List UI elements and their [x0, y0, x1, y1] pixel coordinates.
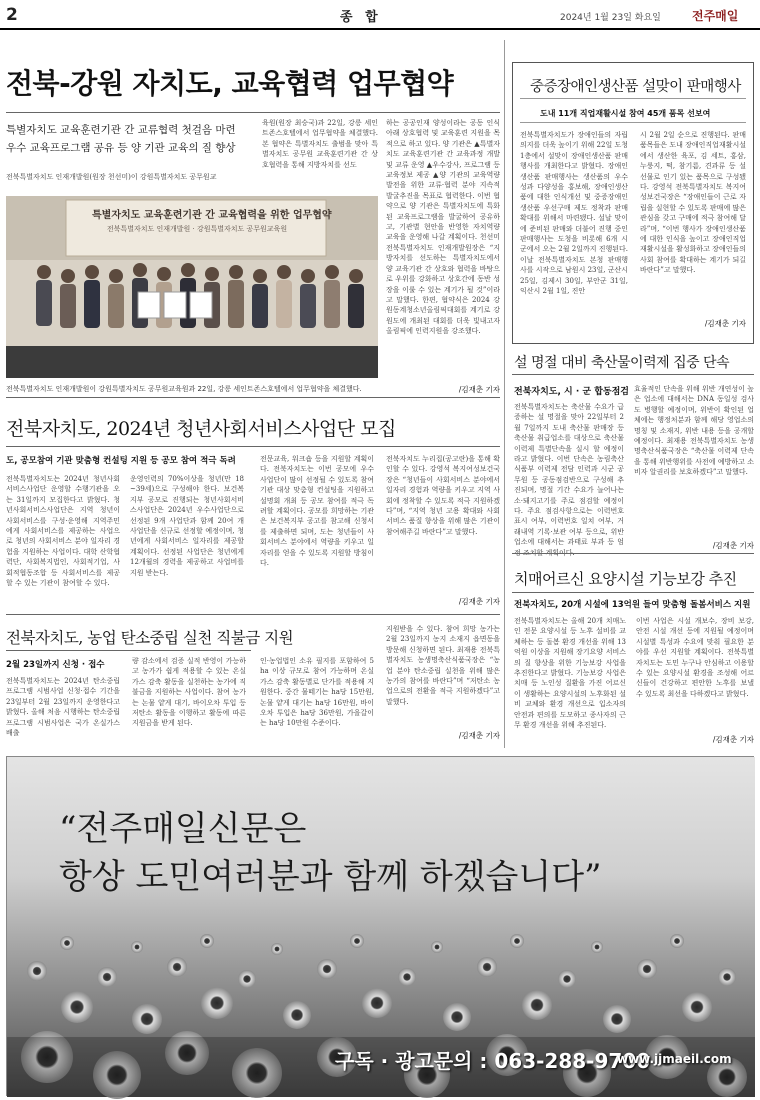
main-subhead-1: 특별자치도 교육훈련기관 간 교류협력 첫걸음 마련	[6, 124, 236, 136]
issue-date: 2024년 1월 23일 화요일	[560, 13, 661, 23]
headline-rule	[6, 112, 500, 113]
photo-banner-title: 특별자치도 교육훈련기관 간 교육협력을 위한 업무협약	[92, 210, 332, 221]
column-divider	[504, 40, 505, 748]
carbon-subhead: 2월 23일까지 신청 · 접수	[6, 660, 105, 670]
youth-subhead: 도, 공모참여 기관 맞춤형 컨설팅 지원 등 공모 참여 적극 독려	[6, 456, 236, 466]
section-rule	[6, 397, 500, 398]
ad-slogan-line1: “전주매일신문은	[59, 809, 307, 849]
carbon-byline: /김재춘 기자	[458, 731, 500, 740]
carbon-col4: 지원받을 수 있다. 참여 희망 농가는 2월 23일까지 농지 소재지 읍면동을 방문해 신청하면 된다. 최재용 전북특별자치도 농생명축산식품국장은 “농업 분야 탄소중립 실천을 위해 많은 농가의 참여를 바란다”며 “저탄소 농업으로의 전환을 적극 지원하겠다”고 말했다.	[386, 625, 500, 706]
youth-byline: /김재춘 기자	[458, 597, 500, 606]
main-body-col3: 하는 공공인재 양성이라는 공동 인식아래 상호협력 및 교육훈련 지원을 목적으로 하고 있다. 양 기관은 ▲특별자치도 교육훈련기관 간 교육과정 개발 및 교류 운영 ▲우수강사, 프로그램 등 교육정보 제공 ▲양 기관의 교육역량 발전을 위한 교류·협력 분야 지속적 발굴추진을 목표로 협력한다. 이번 협약으로 양 기관은 특별자치도에 특화된 교육프로그램을 발굴하여 공유하고, 기관별 현안을 반영한 자치역량 교육을 운영해 나갈 계획이다. 천선미 전북특별자치도 인재개발원장은 “지방자치를 선도하는 특별자치도에서 양 교육기관 간 상호와 협력을 바탕으로 우위를 강화하고 상호간에 동반 성장을 이룰 수 있는 계기가 될 것”이라고 말했다. 한편, 협약식은 2024 강원동계청소년올림픽대회를 계기로 강원도에 개최된 대회를 더욱 빛내고자 올림픽에 인력지원을 강조했다.	[386, 119, 500, 336]
youth-rule	[6, 446, 500, 447]
carbon-headline: 전북자치도, 농업 탄소중립 실천 직불금 지원	[6, 629, 294, 647]
section-name: 종 합	[340, 10, 382, 25]
main-headline: 전북-강원 자치도, 교육협력 업무협약	[6, 67, 454, 100]
right2-byline: /김재춘 기자	[712, 541, 754, 550]
right2-col2: 효율적인 단속을 위해 위반 개연성이 높은 업소에 대해서는 DNA 동일성 검사도 병행할 예정이며, 위반이 확인된 업체에는 행정처분과 함께 해당 영업소의 명칭 및 소재지, 위반 내용 등을 공개할 예정이다. 최재용 전북특별자치도 농생명축산식품국장은 “축산물 이력제 단속을 통해 위반행위를 사전에 예방하고 소비자 알권리를 보호하겠다”고 말했다.	[634, 385, 754, 477]
youth-col2: 운영인력의 70%이상을 청년(만 18~39세)으로 구성해야 한다. 보건복지부 공모로 진행되는 청년사회서비스사업단은 2024년 우수사업단으로 선정된 9개 사업단과 함께 20여 개 사업단을 신규로 선정할 예정이며, 청년에게 사회서비스 일자리를 제공할 계획이다. 선정된 사업단은 청년에게 12개월의 경력을 제공하고 사업비를 지원 받는다.	[130, 475, 244, 577]
photo-caption: 전북특별자치도 인재개발원이 강원특별자치도 공무원교육원과 22일, 강릉 세인트존스호텔에서 업무협약을 체결했다.	[6, 385, 362, 393]
agreement-photo	[6, 196, 378, 378]
right2-rule	[512, 374, 754, 375]
right1-rule	[520, 98, 746, 99]
youth-col4: 전북자치도 누리집(공고란)을 통해 확인할 수 있다. 강영석 복지여성보건국장은 “청년들이 사회서비스 분야에서 일자리 경험과 역량을 키우고 지역 사회에 정착할 수 있도록 적극 지원하겠다”며, “지역 청년 고용 확대와 사회서비스 품질 향상을 위해 많은 기관이 참여해주길 바란다”고 말했다.	[386, 455, 500, 536]
main-body-col1: 전북특별자치도 인재개발원(원장 천선미)이 강원특별자치도 공무원교	[6, 173, 217, 181]
ad-phone-number: 구독 · 광고문의 : 063-288-9700	[335, 1049, 651, 1073]
youth-headline: 전북자치도, 2024년 청년사회서비스사업단 모집	[6, 418, 396, 440]
right3-headline: 치매어르신 요양시설 기능보강 추진	[514, 570, 737, 588]
main-subhead-2: 우수 교육프로그램 공유 등 양 기관 교육의 질 향상	[6, 142, 236, 154]
ad-slogan-line2: 항상 도민여러분과 함께 하겠습니다”	[59, 857, 602, 897]
right3-subhead: 전북자치도, 20개 시설에 13억원 들여 맞춤형 돌봄서비스 지원	[514, 600, 751, 610]
page-number: 2	[6, 5, 18, 25]
right1-rule-2	[520, 122, 746, 123]
right1-col2: 시 2월 2일 순으로 진행된다. 판매 품목들은 도내 장애인직업재활시설에서 생산한 육포, 김 세트, 홍삼, 누룽지, 떡, 참기름, 견과류 등 설 선물로 인기 있는 품목으로 구성됐다. 강영석 전북특별자치도 복지여성보건국장은 “장애인들이 근로 자립을 실현할 수 있도록 판매에 많은 관심을 갖고 구매에 적극 참여해 달라”며, “이번 행사가 장애인생산품에 대한 인식을 높이고 장애인직업재활시설을 활성화하고 장애인들의 사회 참여를 확대하는 계기가 되길 바란다”고 말했다.	[640, 131, 746, 275]
photo-banner-sub: 전북특별자치도 인재개발원 · 강원특별자치도 공무원교육원	[106, 225, 288, 233]
youth-bottom-rule	[6, 614, 500, 615]
youth-col1: 전북특별자치도는 2024년 청년사회서비스사업단 운영할 수행기관을 오는 31일까지 모집한다고 밝혔다. 청년사회서비스사업단은 지역 청년이 사회서비스를 구성·운영해 지역주민에게 사회서비스를 제공하는 사업으로 청년의 사회서비스 분야 일자리 경험을 지원하는 사업이다. 대학 산학협력단, 사회복지법인, 사회적기업, 사회적협동조합 등 사회서비스를 제공할 수 있는 기관이 참여할 수 있다.	[6, 475, 120, 588]
right1-col1: 전북특별자치도가 장애인들의 자립 의지를 더욱 높이기 위해 22일 도청 1층에서 설맞이 장애인생산품 판매행사를 개최한다고 밝혔다. 장애인생산품 판매행사는 생산품의 우수성과 다양성을 홍보해, 장애인생산품에 대한 인식개선 및 중증장애인생산품 우선구매 제도 정착과 판매 확대를 위해서 마련됐다. 설날 맞이에 준비된 판매와 더불어 진행 중인 판매행사는 도청을 비롯해 6개 시군에서 오는 2월 2일까지 진행된다. 이날 전북특별자치도 본청 판매행사를 시작으로 남원시 23일, 군산시 25일, 김제시 30일, 부안군 31일, 익산시 2월 1일, 진안	[520, 131, 628, 296]
ad-website: www.jjmaeil.com	[617, 1052, 732, 1066]
right3-col1: 전북특별자치도는 올해 20개 치매노인 전문 요양시설 등 노후 설비를 교체하는 등 돌봄 환경 개선을 위해 13억원 이상을 지원해 장기요양 서비스의 질 향상을 위한 기능보강 사업을 추진한다고 밝혔다. 기능보강 사업은 치매 등 노인성 질환을 가진 어르신이 생활하는 요양시설의 노후화된 설비 교체와 환경 개선으로 입소자의 안전과 편의를 도모하고 종사자의 근무 환경 개선을 위해 추진된다.	[514, 617, 626, 730]
right2-subhead: 전북자치도, 시 · 군 합동점검	[514, 387, 630, 397]
main-body-col2: 육원(원장 최승국)과 22일, 강릉 세인트존스호텔에서 업무협약을 체결했다. 본 협약은 특별자치도 출범을 맞아 특별자치도 공무원 교육훈련기관 간 상호협력을 통해 지방자치를 선도	[262, 119, 378, 169]
carbon-col3: 인·농업법인 소유 필지를 포함하여 5ha 이상 규모로 참여 가능하며 온실가스 감축 활동별로 단가를 적용해 지원한다. 중간 물떼기는 ha당 15만원, 논물 얕게 대기는 ha당 16만원, 바이오차 투입은 ha당 36만원, 가을갈이는 ha당 10만원 수준이다.	[260, 657, 374, 728]
right1-subhead: 도내 11개 직업재활시설 참여 45개 품목 선보여	[540, 109, 711, 118]
carbon-rule	[6, 650, 251, 651]
main-byline: /김재춘 기자	[458, 385, 500, 394]
newspaper-ad	[6, 756, 754, 1096]
carbon-col2: 량 감소에서 검증 실적 반영이 가능하고 농가가 쉽게 적용할 수 있는 온실가스 감축 활동을 실천하는 농가에 직불금을 지원하는 사업이다. 참여 농가는 논물 얕게 대기, 바이오차 투입 등 저탄소 활동을 이행하고 활동에 따른 지원금을 받게 된다.	[132, 657, 246, 728]
youth-col3: 전문교육, 워크숍 등을 지원할 계획이다. 전북자치도는 이번 공모에 우수 사업단이 많이 선정될 수 있도록 참여 기관 대상 맞춤형 컨설팅을 지원하고 설명회 개최 등 공모 참여를 적극 독려할 계획이다. 공모를 희망하는 기관은 보건복지부 공고를 참고해 신청서를 제출하면 되며, 도는 청년들이 사회서비스 분야에서 역량을 키우고 일자리를 얻을 수 있도록 지원할 방침이다.	[260, 455, 374, 568]
right2-headline: 설 명절 대비 축산물이력제 집중 단속	[514, 355, 730, 371]
paper-name: 전주매일	[692, 9, 739, 23]
right3-byline: /김재춘 기자	[712, 735, 754, 744]
right2-col1: 전북특별자치도는 축산물 수요가 급증하는 설 명절을 맞아 22일부터 2월 7일까지 도내 축산물 판매장 등 축산물 취급업소를 대상으로 축산물 이력제 특별단속을 실시 할 예정이라고 밝혔다. 이번 단속은 농림축산식품부 이력제 전담 인력과 시군 공무원 등 공동점검반으로 구성해 추진되며, 명절 기간 수요가 늘어나는 소·돼지고기를 주로 점검할 예정이다. 주요 점검사항으로는 이력번호 표시 여부, 이력번호 일치 여부, 거래내역 기록·보관 여부 등으로, 위반 업소에 대해서는 과태료 부과 등 엄	[514, 403, 624, 547]
carbon-col1: 전북특별자치도는 2024년 탄소중립 프로그램 시범사업 신청·접수 기간을 23일부터 2월 23일까지 운영한다고 밝혔다. 올해 처음 시행하는 탄소중립 프로그램 시범사업은 국가 온실가스 배출	[6, 677, 120, 738]
right2-bottom-rule	[512, 553, 754, 554]
page-masthead	[0, 0, 760, 30]
right1-headline: 중증장애인생산품 설맞이 판매행사	[530, 79, 741, 95]
right3-col2: 이번 사업은 시설 개보수, 장비 보강, 안전 시설 개선 등에 지원될 예정이며 시설별 특성과 수요에 맞춰 필요한 분야를 우선 지원할 계획이다. 전북특별자치도는 도민 누구나 안심하고 이용할 수 있는 요양시설 환경을 조성해 어르신들이 건강하고 편안한 노후를 보낼 수 있도록 최선을 다하겠다고 밝혔다.	[636, 617, 754, 698]
right1-byline: /김재춘 기자	[704, 319, 746, 328]
right3-rule	[512, 592, 754, 593]
